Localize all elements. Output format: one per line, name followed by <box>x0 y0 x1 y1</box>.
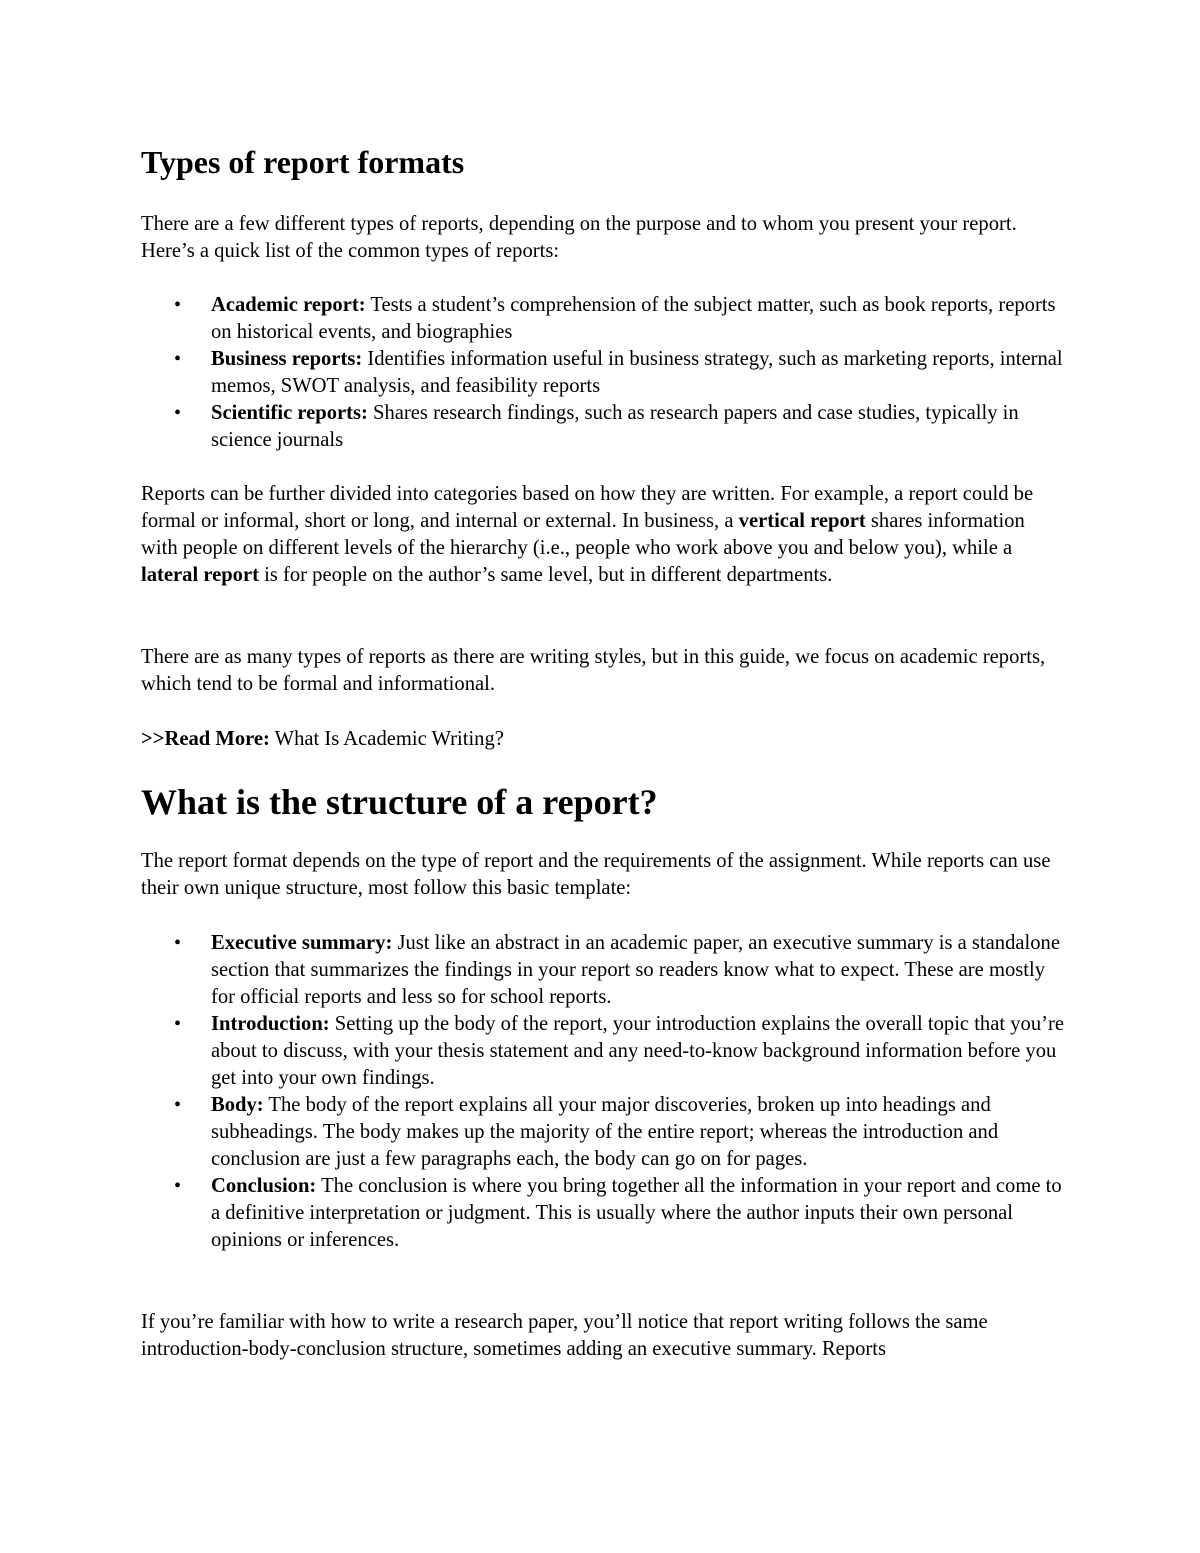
list-item-term: Business reports: <box>211 348 363 370</box>
list-item-text: Setting up the body of the report, your introduction explains the overall topic that you’re about to discuss, with your thesis statement and any need-to-know background information before you get into your own findings. <box>211 1013 1064 1089</box>
list-item-text: Just like an abstract in an academic paper, an executive summary is a standalone section that summarizes the findings in your report so readers know what to expect. These are mostly for official reports and less so for school reports. <box>211 932 1060 1008</box>
section-heading-structure: What is the structure of a report? <box>141 782 658 822</box>
categories-paragraph: Reports can be further divided into categories based on how they are written. For example, a report could be formal or informal, short or long, and internal or external. In business, a vertical report shares information with people on different levels of the hierarchy (i.e., people who work above you and below you), while a lateral report is for people on the author’s same level, but in different departments. <box>141 483 1034 586</box>
list-item-term: Academic report: <box>211 294 366 316</box>
list-item-text: The body of the report explains all your major discoveries, broken up into headings and subheadings. The body makes up the majority of the entire report; whereas the introduction and conclusion are just a few paragraphs each, the body can go on for pages. <box>211 1094 999 1170</box>
list-item-text: The conclusion is where you bring together all the information in your report and come to a definitive interpretation or judgment. This is usually where the author inputs their own personal opinions or inferences. <box>211 1175 1062 1251</box>
list-item-text: Tests a student’s comprehension of the subject matter, such as book reports, reports on historical events, and biographies <box>211 294 1056 343</box>
list-item-term: Body: <box>211 1094 264 1116</box>
list-item-text: Shares research findings, such as research papers and case studies, typically in science journals <box>211 402 1019 451</box>
list-item-term: Introduction: <box>211 1013 330 1035</box>
bullet-icon: • <box>174 1013 182 1035</box>
bullet-icon: • <box>174 1094 182 1116</box>
closing-paragraph: If you’re familiar with how to write a research paper, you’ll notice that report writing follows the same introduction-body-conclusion structure, sometimes adding an executive summary. Reports <box>141 1311 988 1360</box>
focus-paragraph: There are as many types of reports as there are writing styles, but in this guide, we focus on academic reports, which tend to be formal and informational. <box>141 646 1046 695</box>
list-item <box>141 400 1066 454</box>
bullet-icon: • <box>174 932 182 954</box>
bullet-icon: • <box>174 402 182 424</box>
list-item <box>141 292 1066 346</box>
bullet-icon: • <box>174 348 182 370</box>
intro-paragraph: There are a few different types of reports, depending on the purpose and to whom you present your report. Here’s a quick list of the common types of reports: <box>141 213 1017 262</box>
list-item-term: Conclusion: <box>211 1175 317 1197</box>
list-item <box>141 346 1066 400</box>
bullet-icon: • <box>174 294 182 316</box>
list-item-text: Identifies information useful in business strategy, such as marketing reports, internal memos, SWOT analysis, and feasibility reports <box>211 348 1063 397</box>
bullet-icon: • <box>174 1175 182 1197</box>
report-types-list <box>141 292 1066 454</box>
list-item <box>141 1173 1066 1254</box>
read-more-line <box>141 726 1066 753</box>
lateral-report-term: lateral report <box>141 564 259 586</box>
structure-list <box>141 930 1066 1254</box>
structure-intro-paragraph: The report format depends on the type of report and the requirements of the assignment. While reports can use their own unique structure, most follow this basic template: <box>141 850 1051 899</box>
list-item <box>141 930 1066 1011</box>
read-more-label: >>Read More: <box>141 728 270 750</box>
section-heading-types: Types of report formats <box>141 144 465 180</box>
list-item-term: Scientific reports: <box>211 402 368 424</box>
read-more-link[interactable]: What Is Academic Writing? <box>269 728 504 750</box>
list-item <box>141 1092 1066 1173</box>
list-item-term: Executive summary: <box>211 932 393 954</box>
vertical-report-term: vertical report <box>738 510 866 532</box>
list-item <box>141 1011 1066 1092</box>
